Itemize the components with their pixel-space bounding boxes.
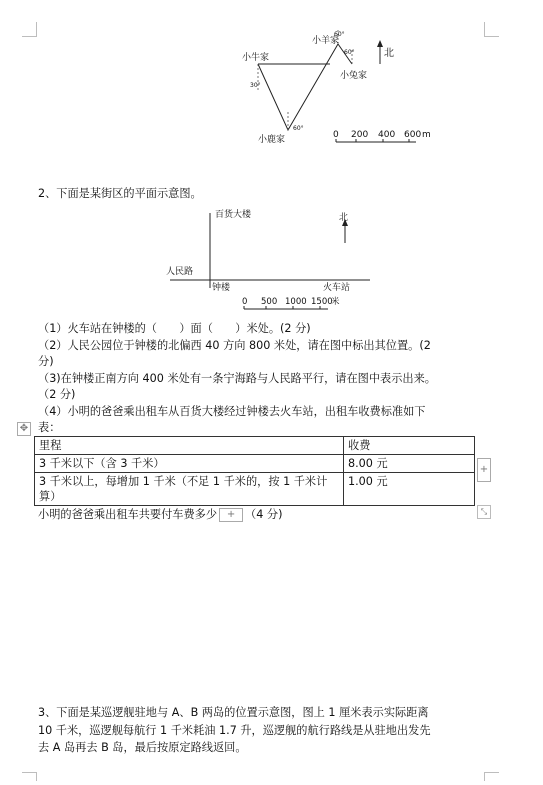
station-label: 火车站 — [323, 283, 351, 293]
place-b-label: 小羊家 — [312, 36, 340, 46]
place-a-label: 小牛家 — [242, 53, 270, 63]
insert-row-handle[interactable]: + — [219, 508, 243, 522]
table-cell: 3 千米以下（含 3 千米） — [35, 455, 344, 473]
question-2-part-3-cont: （2 分) — [38, 388, 76, 401]
question-2-part-1: （1）火车站在钟楼的（ ）面（ ）米处。(2 分) — [38, 322, 311, 335]
street-map-diagram — [160, 203, 375, 313]
question-3-line-1: 3、下面是某巡逻舰驻地与 A、B 两岛的位置示意图，图上 1 厘米表示实际距离 — [38, 706, 429, 719]
question-3-line-2: 10 千米，巡逻舰每航行 1 千米耗油 1.7 升，巡逻舰的航行路线是从驻地出发先 — [38, 724, 431, 737]
north-arrow-icon — [377, 40, 383, 47]
north-label: 北 — [339, 213, 349, 223]
clock-tower-label: 钟楼 — [212, 283, 231, 293]
scale-tick-0: 0 — [333, 130, 339, 140]
question-2-part-2: （2）人民公园位于钟楼的北偏西 40 方向 800 米处，请在图中标出其位置。(2 — [38, 339, 431, 352]
road-label: 人民路 — [166, 267, 194, 277]
table-resize-icon[interactable]: ⤡ — [477, 505, 491, 519]
question-2-final — [38, 507, 282, 522]
scale-tick-2: 1000 — [285, 297, 307, 307]
question-2-part-4: （4）小明的爸爸乘出租车从百货大楼经过钟楼去火车站，出租车收费标准如下 — [38, 405, 426, 418]
question-2-part-4-cont: 表： — [38, 421, 61, 434]
scale-unit: m — [422, 130, 431, 140]
table-cell: 1.00 元 — [344, 473, 475, 506]
fare-table — [34, 436, 475, 506]
table-move-handle[interactable]: ✥ — [17, 422, 31, 436]
question-3-line-3: 去 A 岛再去 B 岛，最后按原定路线返回。 — [38, 741, 247, 754]
scale-tick-0: 0 — [242, 297, 248, 307]
scale-tick-3: 1500 — [311, 297, 333, 307]
table-header-fee: 收费 — [344, 437, 475, 455]
table-cell: 8.00 元 — [344, 455, 475, 473]
angle-d-label: 60° — [293, 125, 304, 132]
crop-mark-top-left — [22, 22, 37, 37]
scale-tick-1: 500 — [261, 297, 278, 307]
place-c-label: 小兔家 — [340, 71, 368, 81]
crop-mark-bottom-left — [22, 772, 37, 781]
question-2-final-score: （4 分) — [245, 508, 283, 521]
crop-mark-top-right — [484, 22, 499, 37]
table-row — [35, 473, 475, 506]
table-cell: 3 千米以上，每增加 1 千米（不足 1 千米的，按 1 千米计算） — [35, 473, 344, 506]
scale-tick-3: 600 — [404, 130, 422, 140]
add-row-handle[interactable]: + — [477, 458, 491, 482]
place-d-label: 小鹿家 — [258, 135, 286, 145]
question-2-part-3: （3)在钟楼正南方向 400 米处有一条宁海路与人民路平行，请在图中表示出来。 — [38, 372, 436, 385]
table-header-distance: 里程 — [35, 437, 344, 455]
angle-c-label: 60° — [334, 31, 345, 38]
angle-b-label: 60° — [344, 49, 355, 56]
crop-mark-bottom-right — [484, 772, 499, 781]
question-2-final-text: 小明的爸爸乘出租车共要付车费多少 — [38, 508, 218, 521]
scale-unit: 米 — [331, 297, 340, 307]
scale-tick-1: 200 — [351, 130, 369, 140]
building-label: 百货大楼 — [215, 210, 252, 220]
route-map-diagram — [230, 30, 440, 150]
angle-a-label: 30° — [250, 82, 261, 89]
scale-tick-2: 400 — [378, 130, 396, 140]
question-2-intro: 2、下面是某街区的平面示意图。 — [38, 187, 202, 200]
north-label: 北 — [384, 48, 394, 59]
question-2-part-2-cont: 分) — [38, 355, 54, 368]
table-header-row — [35, 437, 475, 455]
table-row — [35, 455, 475, 473]
